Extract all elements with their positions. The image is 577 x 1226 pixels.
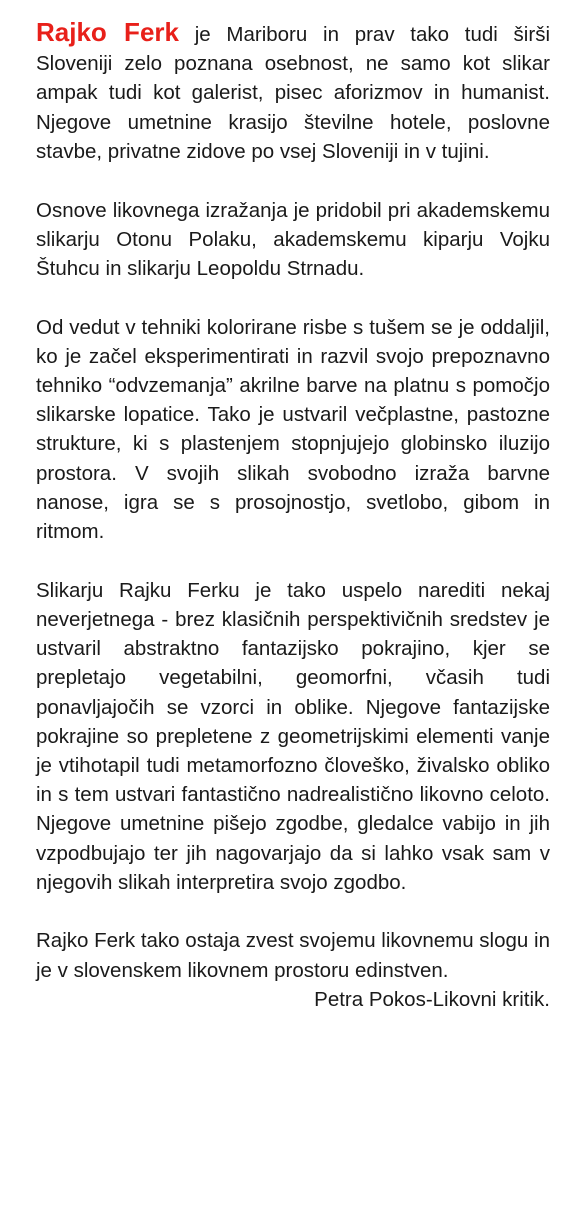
author-signature: Petra Pokos-Likovni kritik. [314,987,550,1011]
intro-paragraph [36,18,550,166]
education-paragraph: Osnove likovnega izražanja je pridobil pri akademskemu slikarju Otonu Polaku, akademskemu kiparju Vojku Štuhcu in slikarju Leopoldu Strnadu. [36,198,550,280]
artist-name-highlight: Rajko Ferk [36,17,179,47]
article [36,18,550,1014]
closing-paragraph: Rajko Ferk tako ostaja zvest svojemu likovnemu slogu in je v slovenskem likovnem prostoru edinstven. [36,929,550,982]
intro-text: je Mariboru in prav tako tudi širši Sloveniji zelo poznana osebnost, ne samo kot slikar ampak tudi kot galerist, pisec aforizmov in humanist. Njegove umetnine krasijo številne hotele, poslovne stavbe, privatne zidove po vsej Sloveniji in v tujini. [36,23,550,163]
technique-paragraph: Od vedut v tehniki kolorirane risbe s tušem se je oddaljil, ko je začel eksperimentirati in razvil svojo prepoznavno tehniko “odvzemanja” akrilne barve na platnu s pomočjo slikarske lopatice. Tako je ustvaril večplastne, pastozne strukture, ki s plastenjem stopnjujejo globinsko iluzijo prostora. V svojih slikah svobodno izraža barvne nanose, igra se s prosojnostjo, svetlobo, gibom in ritmom. [36,315,550,544]
landscape-paragraph: Slikarju Rajku Ferku je tako uspelo narediti nekaj neverjetnega - brez klasičnih perspektivičnih sredstev je ustvaril abstraktno fantazijsko pokrajino, kjer se prepletajo vegetabilni, geomorfni, včasih tudi ponavljajočih se vzorci in oblike. Njegove fantazijske pokrajine so prepletene z geometrijskimi elementi vanje je vtihotapil tudi metamorfozno človeško, živalsko obliko in s tem ustvari fantastično nadrealistično likovno celoto. Njegove umetnine pišejo zgodbe, gledalce vabijo in jih vzpodbujajo ter jih nagovarjajo da si lahko vsak sam v njegovih slikah interpretira svojo zgodbo. [36,578,550,894]
